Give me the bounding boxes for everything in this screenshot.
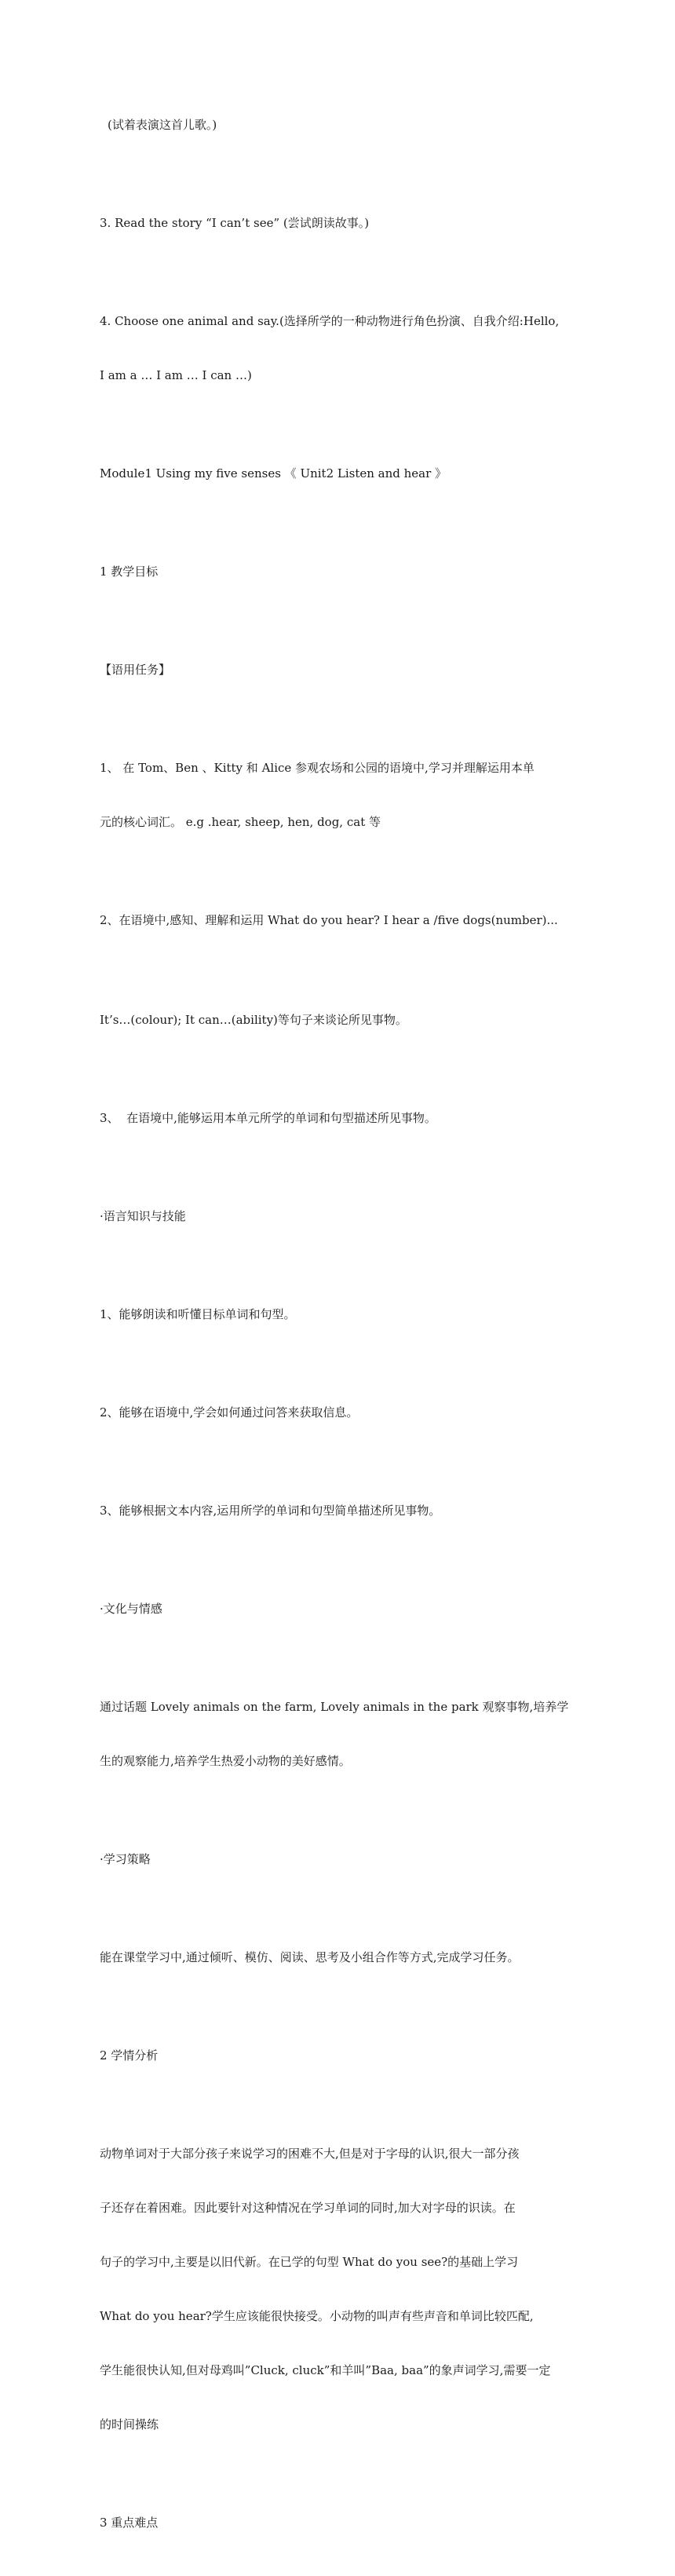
paragraph-skill-1 — [100, 1270, 575, 1360]
subheading-culture-emotion — [100, 1564, 575, 1654]
text-line: 句子的学习中,主要是以旧代新。在已学的句型 What do you see?的基础上学习 — [100, 2255, 519, 2269]
section-heading-key-points — [100, 2478, 575, 2568]
text-line: 3. Read the story “I can’t see” (尝试朗读故事。) — [100, 216, 370, 230]
paragraph-choose-animal — [100, 276, 575, 421]
text-line: It’s…(colour); It can…(ability)等句子来谈论所见事物。 — [100, 1013, 407, 1027]
paragraph-task-2-cont — [100, 975, 575, 1065]
paragraph-analysis — [100, 2109, 575, 2470]
text-line: 能在课堂学习中,通过倾听、模仿、阅读、思考及小组合作等方式,完成学习任务。 — [100, 1950, 520, 1964]
section-heading-analysis — [100, 2011, 575, 2101]
text-line: (试着表演这首儿歌。) — [108, 118, 217, 132]
text-line: 4. Choose one animal and say.(选择所学的一种动物进行角色扮演、自我介绍:Hello, — [100, 314, 560, 328]
section-heading-objectives — [100, 527, 575, 617]
text-line: 3、 在语境中,能够运用本单元所学的单词和句型描述所见事物。 — [100, 1111, 436, 1125]
text-line: 【语用任务】 — [100, 663, 171, 677]
text-line: 1、能够朗读和听懂目标单词和句型。 — [100, 1307, 296, 1321]
subheading-pragmatic-tasks — [100, 625, 575, 715]
text-line: 2 学情分析 — [100, 2048, 159, 2063]
text-line: ·文化与情感 — [100, 1602, 162, 1616]
text-line: 元的核心词汇。 e.g .hear, sheep, hen, dog, cat 等 — [100, 815, 381, 829]
text-line: 学生能很快认知,但对母鸡叫”Cluck, cluck”和羊叫”Baa, baa”的象声词学习,需要一定 — [100, 2363, 551, 2377]
text-line: 2、能够在语境中,学会如何通过问答来获取信息。 — [100, 1405, 359, 1420]
text-line: 3、能够根据文本内容,运用所学的单词和句型简单描述所见事物。 — [100, 1504, 441, 1518]
text-line: 子还存在着困难。因此要针对这种情况在学习单词的同时,加大对字母的识读。在 — [100, 2201, 516, 2215]
paragraph-skill-2 — [100, 1368, 575, 1458]
text-line: 1、 在 Tom、Ben 、Kitty 和 Alice 参观农场和公园的语境中,学习并理解运用本单 — [100, 761, 535, 775]
paragraph-task-1 — [100, 723, 575, 868]
text-line: 通过话题 Lovely animals on the farm, Lovely animals in the park 观察事物,培养学 — [100, 1700, 569, 1714]
module-heading — [100, 429, 575, 519]
text-line: 的时间操练 — [100, 2417, 159, 2432]
subheading-language-skills — [100, 1171, 575, 1262]
document-page — [100, 80, 575, 2576]
text-line: What do you hear?学生应该能很快接受。小动物的叫声有些声音和单词比较匹配, — [100, 2309, 534, 2323]
text-line: 动物单词对于大部分孩子来说学习的困难不大,但是对于字母的认识,很大一部分孩 — [100, 2147, 520, 2161]
text-line: ·语言知识与技能 — [100, 1209, 186, 1223]
subheading-learning-strategy — [100, 1814, 575, 1905]
paragraph-read-story — [100, 178, 575, 269]
paragraph-task-3 — [100, 1073, 575, 1164]
text-line: 3 重点难点 — [100, 2516, 159, 2530]
text-line: 1 教学目标 — [100, 565, 159, 579]
text-line: 2、在语境中,感知、理解和运用 What do you hear? I hear a /five dogs(number)... — [100, 913, 558, 927]
paragraph-skill-3 — [100, 1466, 575, 1556]
text-line: I am a … I am … I can …) — [100, 368, 252, 382]
text-line: 生的观察能力,培养学生热爱小动物的美好感情。 — [100, 1754, 351, 1768]
paragraph-strategy — [100, 1913, 575, 2003]
paragraph-culture — [100, 1662, 575, 1807]
text-line: ·学习策略 — [100, 1852, 151, 1866]
paragraph-task-2 — [100, 875, 575, 966]
text-line: Module1 Using my five senses 《 Unit2 Listen and hear 》 — [100, 466, 447, 480]
paragraph-perform-song — [100, 80, 575, 170]
